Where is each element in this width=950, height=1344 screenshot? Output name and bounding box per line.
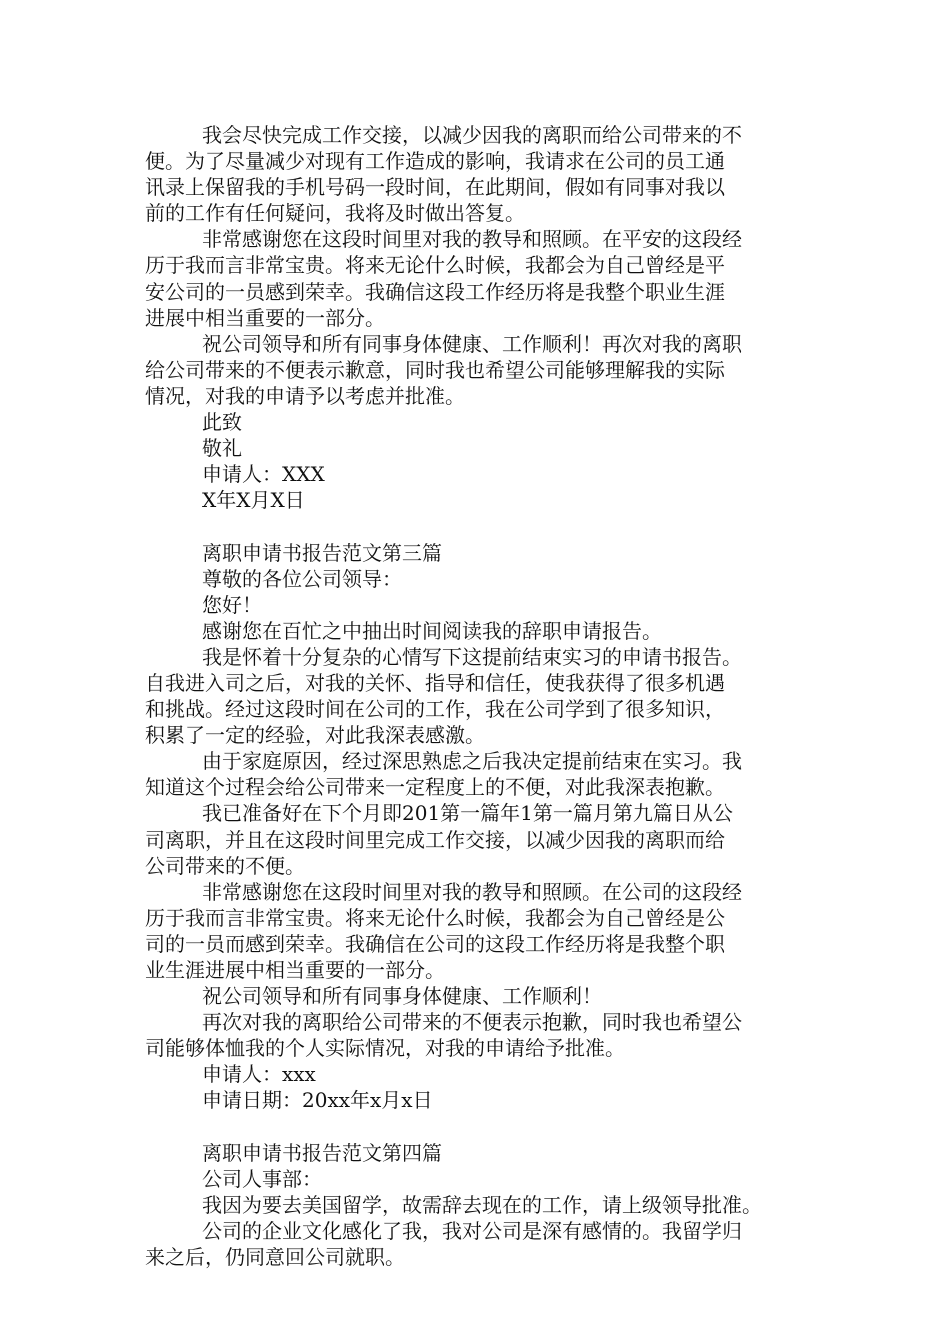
text-line: 祝公司领导和所有同事身体健康、工作顺利！ [202,984,602,1009]
text-line: 来之后，仍同意回公司就职。 [145,1245,405,1270]
text-line: 公司的企业文化感化了我，我对公司是深有感情的。我留学归 [202,1218,742,1243]
text-line: 讯录上保留我的手机号码一段时间，在此期间，假如有同事对我以 [145,175,725,200]
text-line: 司能够体恤我的个人实际情况，对我的申请给予批准。 [145,1036,625,1061]
text-line: 申请人：xxx [202,1062,316,1087]
text-line: 由于家庭原因，经过深思熟虑之后我决定提前结束在实习。我 [202,749,742,774]
text-line: 历于我而言非常宝贵。将来无论什么时候，我都会为自己曾经是平 [145,253,725,278]
text-line: 历于我而言非常宝贵。将来无论什么时候，我都会为自己曾经是公 [145,905,725,930]
text-line: 积累了一定的经验，对此我深表感激。 [145,723,485,748]
text-line: 司离职，并且在这段时间里完成工作交接，以减少因我的离职而给 [145,827,725,852]
text-line: 申请人：XXX [202,462,325,487]
text-line: 我已准备好在下个月即201第一篇年1第一篇月第九篇日从公 [202,801,733,826]
text-line: 便。为了尽量减少对现有工作造成的影响，我请求在公司的员工通 [145,149,725,174]
text-line: 公司带来的不便。 [145,853,305,878]
blank-line [145,513,815,539]
text-line: 离职申请书报告范文第三篇 [202,540,442,565]
text-line: 再次对我的离职给公司带来的不便表示抱歉，同时我也希望公 [202,1010,742,1035]
text-line: 和挑战。经过这段时间在公司的工作，我在公司学到了很多知识， [145,697,725,722]
text-line: 离职申请书报告范文第四篇 [202,1140,442,1165]
text-line: X年X月X日 [202,488,305,513]
text-line: 感谢您在百忙之中抽出时间阅读我的辞职申请报告。 [202,618,662,643]
text-line: 我是怀着十分复杂的心情写下这提前结束实习的申请书报告。 [202,644,742,669]
text-line: 您好！ [202,592,262,617]
text-line: 我因为要去美国留学，故需辞去现在的工作，请上级领导批准。 [202,1192,762,1217]
text-line: 尊敬的各位公司领导： [202,566,402,591]
text-line: 祝公司领导和所有同事身体健康、工作顺利！再次对我的离职 [202,331,742,356]
text-line: 司的一员而感到荣幸。我确信在公司的这段工作经历将是我整个职 [145,931,725,956]
blank-line [145,1114,815,1140]
text-line: 安公司的一员感到荣幸。我确信这段工作经历将是我整个职业生涯 [145,279,725,304]
text-line: 前的工作有任何疑问，我将及时做出答复。 [145,201,525,226]
text-line: 情况，对我的申请予以考虑并批准。 [145,383,465,408]
text-line: 公司人事部： [202,1166,322,1191]
text-line: 我会尽快完成工作交接，以减少因我的离职而给公司带来的不 [202,123,742,147]
text-line: 知道这个过程会给公司带来一定程度上的不便，对此我深表抱歉。 [145,775,725,800]
document-body [145,122,815,1270]
text-line: 自我进入司之后，对我的关怀、指导和信任，使我获得了很多机遇 [145,670,725,695]
text-line: 给公司带来的不便表示歉意，同时我也希望公司能够理解我的实际 [145,357,725,382]
text-line: 此致 [202,410,242,435]
text-line: 非常感谢您在这段时间里对我的教导和照顾。在公司的这段经 [202,879,742,904]
text-line: 业生涯进展中相当重要的一部分。 [145,958,445,982]
text-line: 非常感谢您在这段时间里对我的教导和照顾。在平安的这段经 [202,227,742,252]
text-line: 申请日期：20xx年x月x日 [202,1088,433,1113]
text-line: 敬礼 [202,436,242,461]
text-line: 进展中相当重要的一部分。 [145,305,385,330]
